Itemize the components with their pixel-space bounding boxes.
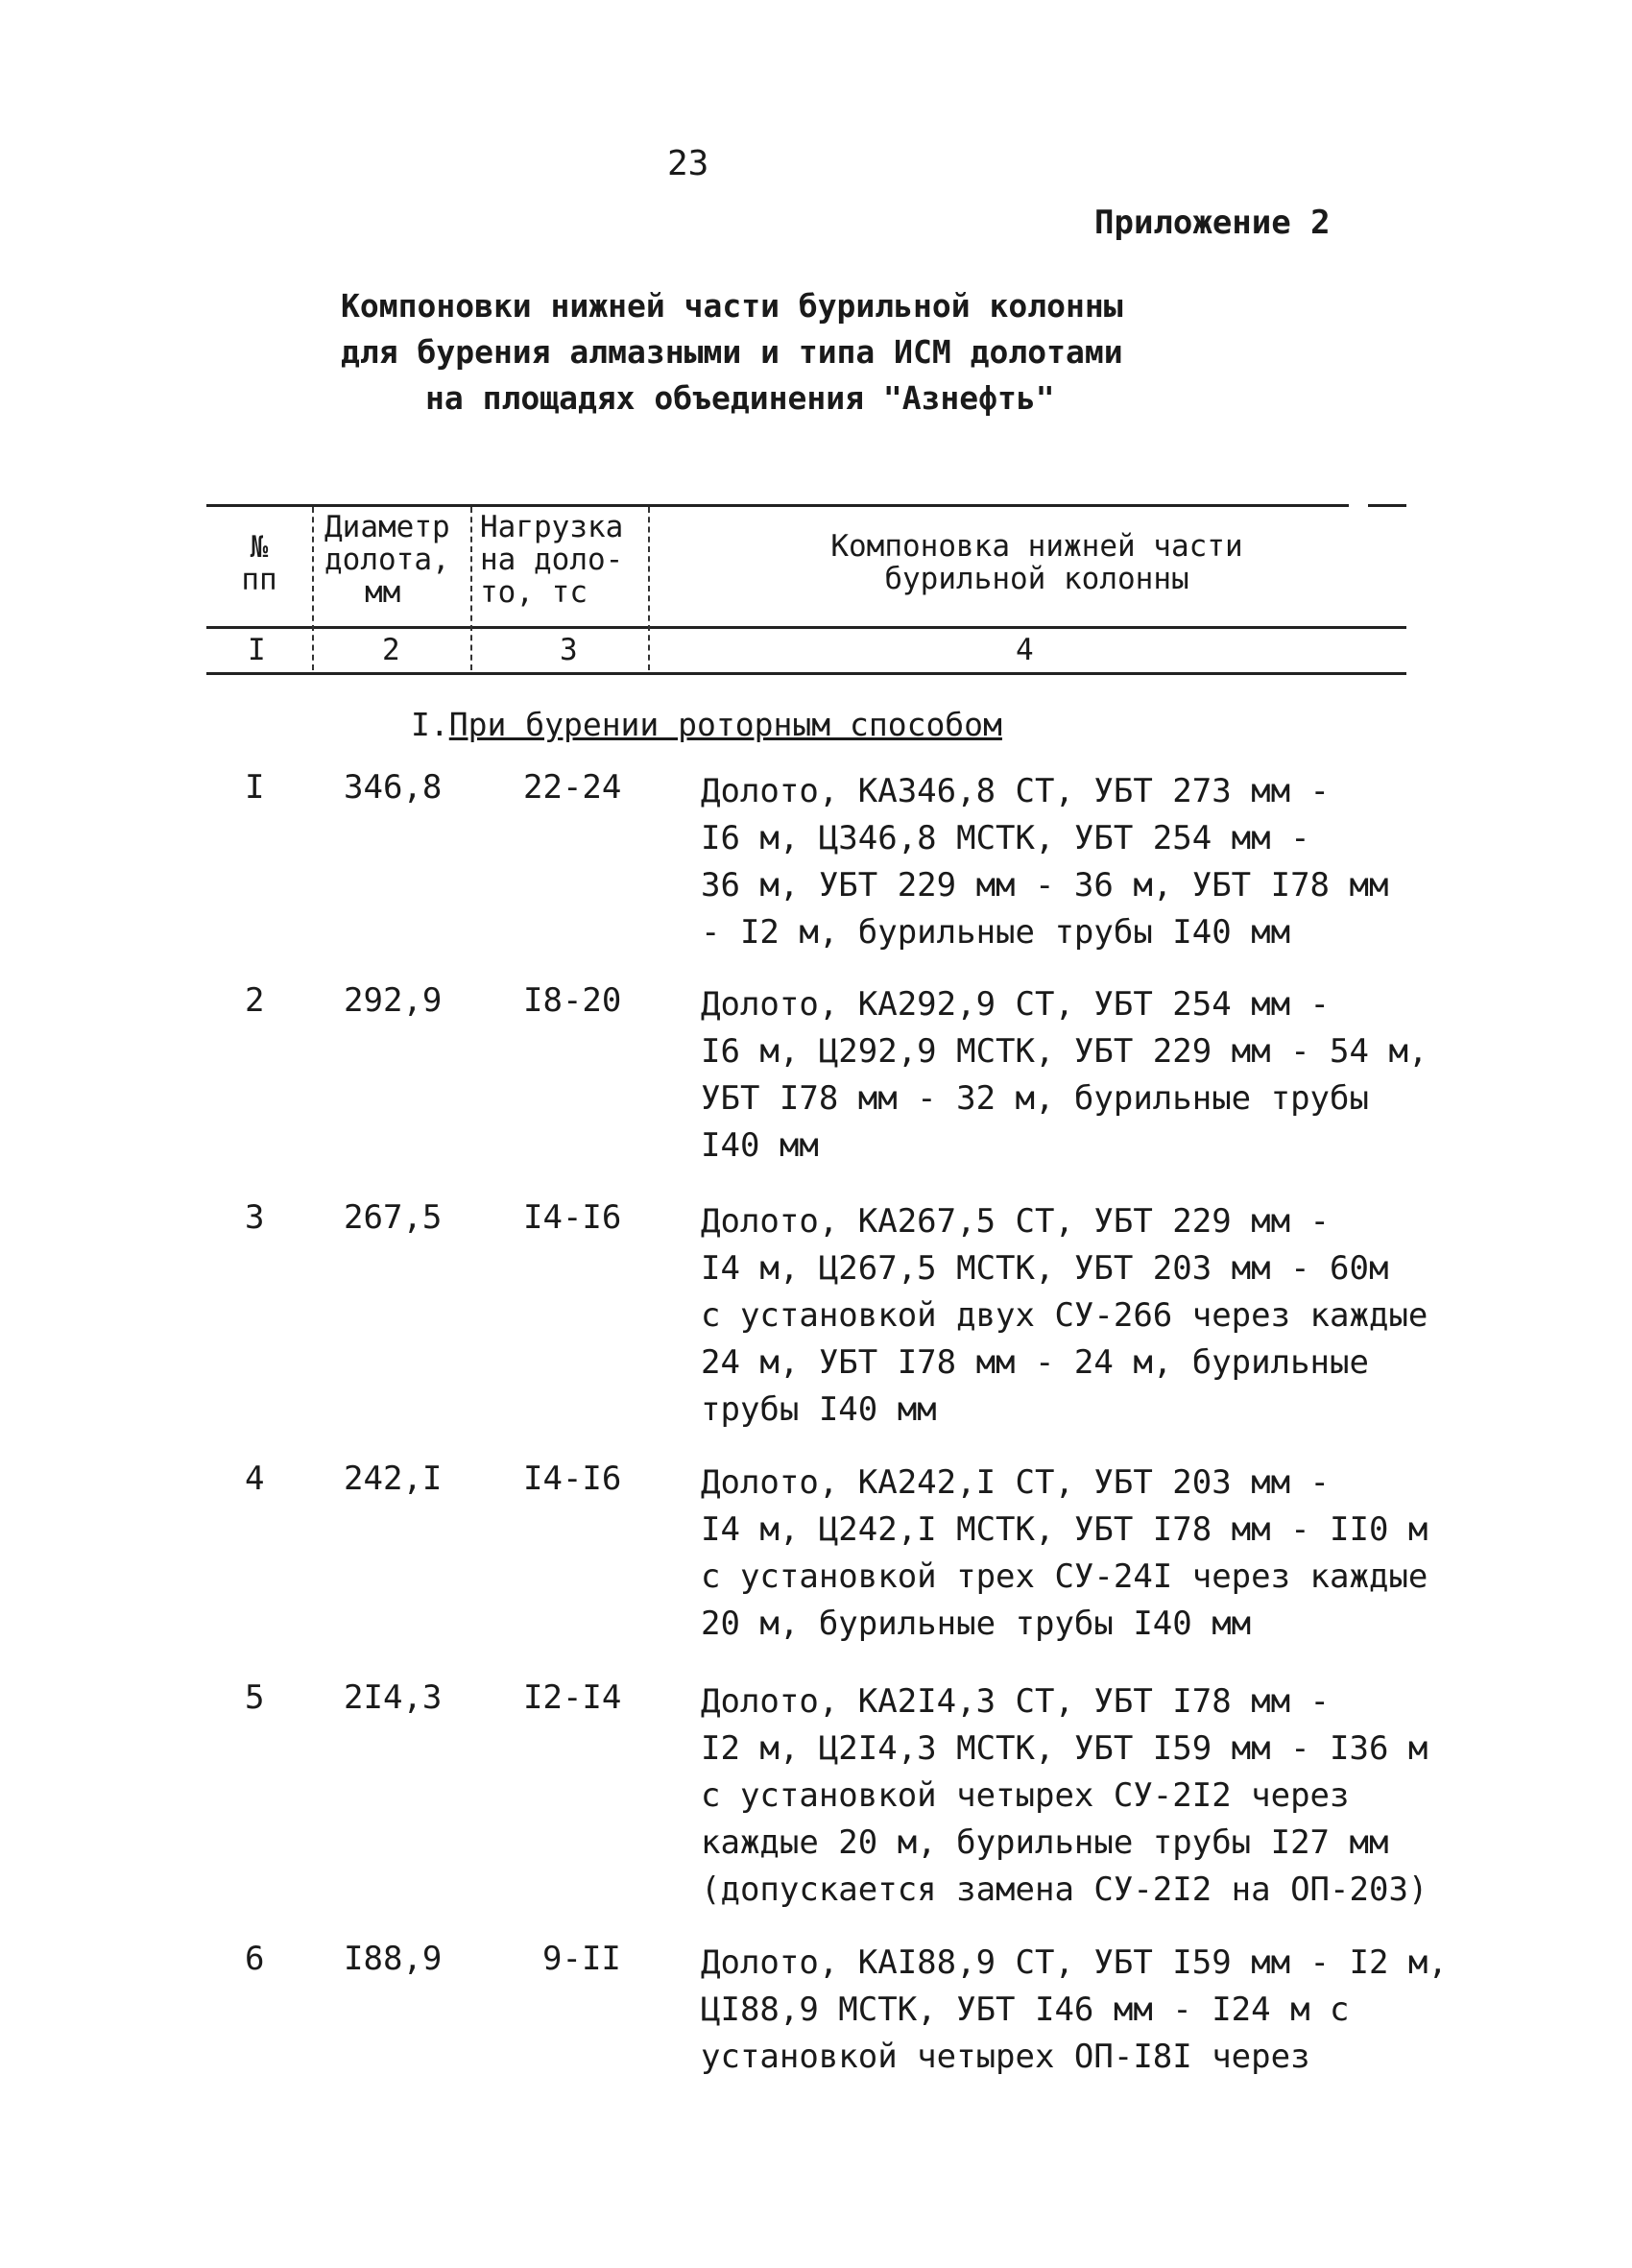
table-top-rule: [206, 504, 1349, 507]
header-diameter: Диаметр долота, мм: [324, 510, 450, 610]
row-composition: Долото, КА292,9 СТ, УБТ 254 мм - I6 м, Ц292,9 МСТК, УБТ 229 мм - 54 м, УБТ I78 мм - 32 м, бурильные трубы I40 мм: [701, 985, 1428, 1165]
page-number: 23: [667, 144, 709, 183]
row-load: I2-I4: [523, 1678, 622, 1717]
header-num: № пп: [241, 530, 277, 597]
column-number: I: [248, 633, 266, 667]
column-divider: [648, 507, 650, 670]
row-composition: Долото, КА346,8 СТ, УБТ 273 мм - I6 м, Ц346,8 МСТК, УБТ 254 мм - 36 м, УБТ 229 мм - 36 м, УБТ I78 мм - I2 м, бурильные трубы I40 мм: [701, 772, 1389, 952]
section-title: I.При бурении роторным способом: [411, 706, 1002, 743]
row-load: I8-20: [523, 981, 622, 1020]
title-line: для бурения алмазными и типа ИСМ долотами: [341, 333, 1123, 371]
header-composition: Компоновка нижней части бурильной колонны: [830, 529, 1243, 596]
row-load: I4-I6: [523, 1460, 622, 1498]
row-number: 2: [245, 981, 265, 1020]
row-number: 6: [245, 1940, 265, 1978]
header-bottom-rule: [206, 626, 1406, 629]
row-diameter: 2I4,3: [344, 1678, 443, 1717]
column-number: 3: [560, 633, 578, 667]
title-line: Компоновки нижней части бурильной колонны: [341, 287, 1123, 325]
appendix-label: Приложение 2: [1094, 204, 1331, 242]
column-divider: [312, 507, 314, 670]
row-diameter: 346,8: [344, 768, 443, 807]
row-composition: Долото, КА242,I СТ, УБТ 203 мм - I4 м, Ц242,I МСТК, УБТ I78 мм - II0 м с установкой трех СУ-24I через каждые 20 м, бурильные трубы I40 мм: [701, 1463, 1428, 1643]
row-load: 22-24: [523, 768, 622, 807]
row-diameter: 242,I: [344, 1460, 443, 1498]
column-divider: [470, 507, 472, 670]
row-composition: Долото, КА2I4,3 СТ, УБТ I78 мм - I2 м, Ц2I4,3 МСТК, УБТ I59 мм - I36 м с установкой четырех СУ-2I2 через каждые 20 м, бурильные трубы I27 мм (допускается замена СУ-2I2 на ОП-203): [701, 1682, 1428, 1909]
row-number: 4: [245, 1460, 265, 1498]
row-number: 5: [245, 1678, 265, 1717]
row-composition: Долото, КА267,5 СТ, УБТ 229 мм - I4 м, Ц267,5 МСТК, УБТ 203 мм - 60м с установкой двух СУ-266 через каждые 24 м, УБТ I78 мм - 24 м, бурильные трубы I40 мм: [701, 1202, 1428, 1429]
row-diameter: 292,9: [344, 981, 443, 1020]
table-top-rule-tail: [1368, 504, 1406, 507]
row-number: I: [245, 768, 265, 807]
column-number: 2: [382, 633, 400, 667]
header-load: Нагрузка на доло- то, тс: [480, 510, 624, 610]
title-line: на площадях объединения "Азнефть": [425, 379, 1055, 417]
column-number: 4: [1016, 633, 1034, 667]
row-load: 9-II: [542, 1940, 621, 1978]
row-load: I4-I6: [523, 1198, 622, 1237]
column-numbers-rule: [206, 672, 1406, 675]
document-title: [341, 283, 1123, 422]
row-number: 3: [245, 1198, 265, 1237]
row-diameter: I88,9: [344, 1940, 443, 1978]
row-composition: Долото, КАI88,9 СТ, УБТ I59 мм - I2 м, ЦI88,9 МСТК, УБТ I46 мм - I24 м с установкой четырех ОП-I8I через: [701, 1943, 1448, 2076]
row-diameter: 267,5: [344, 1198, 443, 1237]
